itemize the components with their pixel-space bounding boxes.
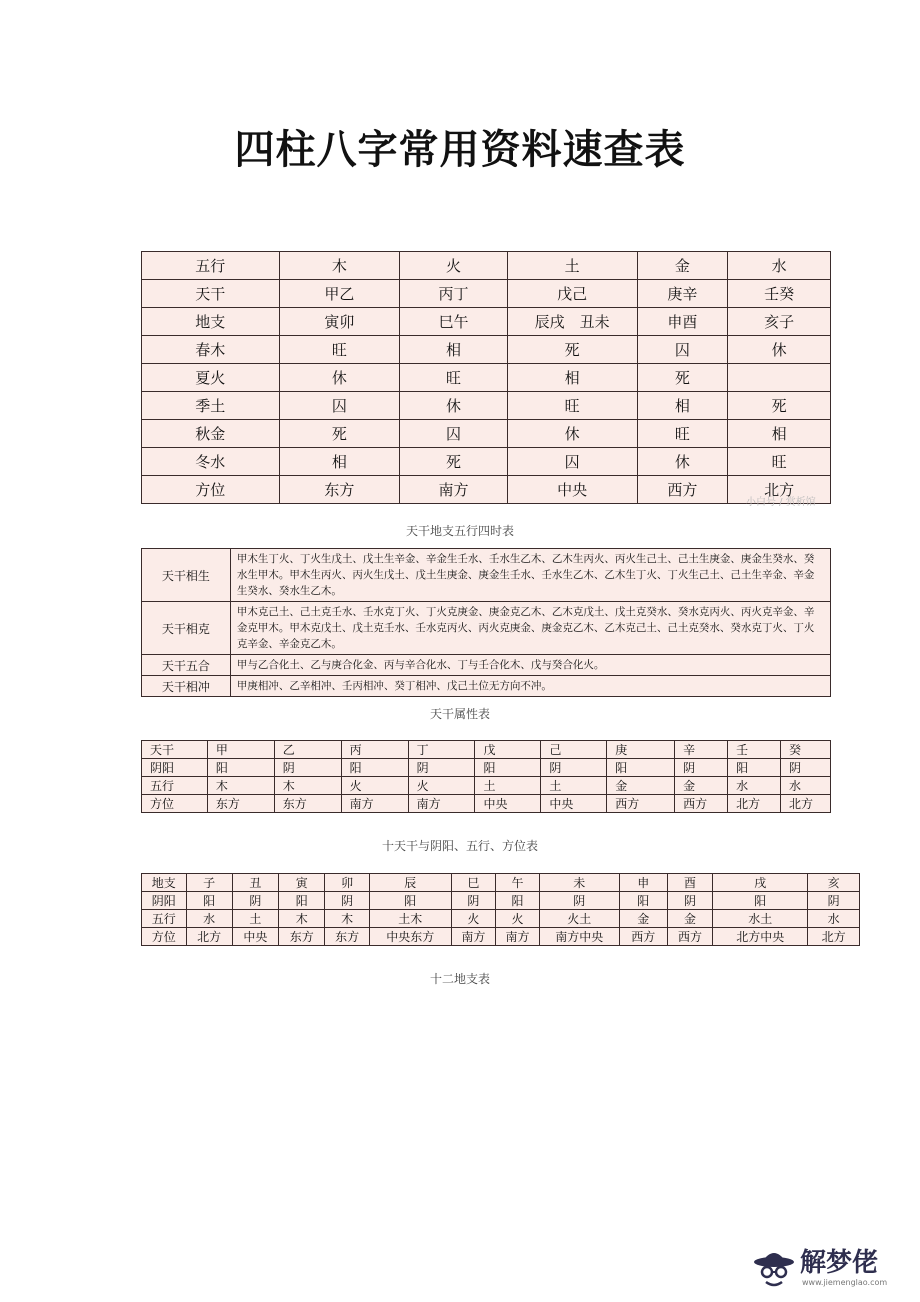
table-row <box>142 336 831 364</box>
table-cell: 死 <box>507 336 637 364</box>
table-cell: 辛 <box>675 741 728 759</box>
row-header-cell: 天干 <box>142 280 280 308</box>
table-row <box>142 392 831 420</box>
table-cell: 巳 <box>451 874 496 892</box>
five-elements-seasons-table <box>141 251 831 504</box>
table-cell: 囚 <box>637 336 728 364</box>
table-cell: 阳 <box>279 892 325 910</box>
table-cell: 亥 <box>808 874 860 892</box>
row-header-cell: 方位 <box>142 928 187 946</box>
table-cell: 相 <box>400 336 508 364</box>
row-header-cell: 天干相冲 <box>142 676 231 697</box>
table-cell: 阳 <box>496 892 540 910</box>
table-cell: 中央 <box>232 928 278 946</box>
table-row <box>142 280 831 308</box>
row-header-cell: 天干相克 <box>142 602 231 655</box>
table-cell: 阳 <box>728 759 781 777</box>
row-header-cell: 地支 <box>142 874 187 892</box>
table-cell: 北方 <box>186 928 232 946</box>
row-header-cell: 天干 <box>142 741 208 759</box>
table-cell: 水 <box>781 777 831 795</box>
twelve-branches-table <box>141 873 860 946</box>
table-row <box>142 448 831 476</box>
row-header-cell: 春木 <box>142 336 280 364</box>
table-cell: 中央 <box>475 795 541 813</box>
table-cell: 午 <box>496 874 540 892</box>
table-cell: 木 <box>279 910 325 928</box>
table-cell: 癸 <box>781 741 831 759</box>
table-cell: 火 <box>451 910 496 928</box>
heavenly-stems-attributes-table <box>141 548 831 697</box>
table-row <box>142 655 831 676</box>
table-cell: 己 <box>541 741 607 759</box>
table-cell: 土 <box>541 777 607 795</box>
ten-stems-table <box>141 740 831 813</box>
table-cell: 戊己 <box>507 280 637 308</box>
detective-hat-icon <box>752 1244 796 1288</box>
table-cell: 土 <box>507 252 637 280</box>
table-cell: 阳 <box>619 892 667 910</box>
table-cell <box>728 364 831 392</box>
table-cell: 阴 <box>539 892 619 910</box>
table-cell: 火 <box>408 777 475 795</box>
table-cell: 旺 <box>637 420 728 448</box>
table-cell: 未 <box>539 874 619 892</box>
table-cell: 阳 <box>341 759 408 777</box>
table-cell: 南方 <box>451 928 496 946</box>
table-cell: 北方中央 <box>713 928 808 946</box>
table-cell: 阳 <box>475 759 541 777</box>
table-cell: 卯 <box>325 874 370 892</box>
table-cell: 土 <box>475 777 541 795</box>
table-row <box>142 676 831 697</box>
table-cell: 水土 <box>713 910 808 928</box>
table-cell: 相 <box>728 420 831 448</box>
table-cell: 相 <box>637 392 728 420</box>
row-header-cell: 五行 <box>142 252 280 280</box>
table-row <box>142 476 831 504</box>
table-cell: 寅 <box>279 874 325 892</box>
row-header-cell: 方位 <box>142 476 280 504</box>
table-cell: 金 <box>607 777 675 795</box>
table-cell: 阳 <box>186 892 232 910</box>
table-cell: 壬 <box>728 741 781 759</box>
description-cell: 甲与乙合化土、乙与庚合化金、丙与辛合化水、丁与壬合化木、戊与癸合化火。 <box>230 655 830 676</box>
table-cell: 申 <box>619 874 667 892</box>
table-cell: 南方中央 <box>539 928 619 946</box>
description-cell: 甲木生丁火、丁火生戊土、戊土生辛金、辛金生壬水、壬水生乙木、乙木生丙火、丙火生己土、己土生庚金、庚金生癸水、癸水生甲木。甲木生丙火、丙火生戊土、戊土生庚金、庚金生壬水、壬水生乙木、乙木生丁火、丁火生己土、己土生辛金、辛金生癸水、癸水生乙木。 <box>230 549 830 602</box>
table-row <box>142 928 860 946</box>
table-cell: 南方 <box>408 795 475 813</box>
table-cell: 戊 <box>475 741 541 759</box>
logo-url: www.jiemenglao.com <box>802 1278 888 1287</box>
table-cell: 相 <box>507 364 637 392</box>
table-cell: 金 <box>667 910 712 928</box>
table-cell: 北方 <box>808 928 860 946</box>
table-caption: 十二地支表 <box>429 972 490 986</box>
table-cell: 庚辛 <box>637 280 728 308</box>
table-cell: 亥子 <box>728 308 831 336</box>
table-cell: 西方 <box>619 928 667 946</box>
logo-text: 解梦佬 <box>800 1248 879 1278</box>
row-header-cell: 五行 <box>142 910 187 928</box>
table-row <box>142 892 860 910</box>
table-cell: 东方 <box>325 928 370 946</box>
table-cell: 休 <box>279 364 400 392</box>
table-cell: 西方 <box>607 795 675 813</box>
table-cell: 北方 <box>781 795 831 813</box>
table-cell: 火土 <box>539 910 619 928</box>
table-cell: 丑 <box>232 874 278 892</box>
table-row <box>142 874 860 892</box>
table-cell: 阴 <box>541 759 607 777</box>
table-cell: 甲 <box>207 741 274 759</box>
table-cell: 阴 <box>232 892 278 910</box>
table-cell: 金 <box>637 252 728 280</box>
table-cell: 火 <box>341 777 408 795</box>
table-cell: 水 <box>808 910 860 928</box>
table-row <box>142 759 831 777</box>
description-cell: 甲木克己土、己土克壬水、壬水克丁火、丁火克庚金、庚金克乙木、乙木克戊土、戊土克癸水、癸水克丙火、丙火克辛金、辛金克甲木。甲木克戊土、戊土克壬水、壬水克丙火、丙火克庚金、庚金克乙木、乙木克己土、己土克癸水、癸水克丁火、丁火克辛金、辛金克乙木。 <box>230 602 830 655</box>
table-cell: 旺 <box>728 448 831 476</box>
table-cell: 囚 <box>507 448 637 476</box>
table-cell: 西方 <box>675 795 728 813</box>
site-logo <box>752 1238 902 1294</box>
table-cell: 西方 <box>667 928 712 946</box>
table-cell: 丙丁 <box>400 280 508 308</box>
table-cell: 水 <box>728 777 781 795</box>
table-cell: 死 <box>279 420 400 448</box>
table-cell: 南方 <box>496 928 540 946</box>
table-cell: 相 <box>279 448 400 476</box>
table-cell: 阴 <box>408 759 475 777</box>
row-header-cell: 秋金 <box>142 420 280 448</box>
table-cell: 南方 <box>400 476 508 504</box>
table-cell: 死 <box>637 364 728 392</box>
row-header-cell: 地支 <box>142 308 280 336</box>
table-cell: 子 <box>186 874 232 892</box>
table-cell: 木 <box>325 910 370 928</box>
table-cell: 水 <box>728 252 831 280</box>
table-caption: 天干地支五行四时表 <box>405 524 514 538</box>
table-cell: 戌 <box>713 874 808 892</box>
table-cell: 囚 <box>279 392 400 420</box>
table-cell: 木 <box>279 252 400 280</box>
table-cell: 申酉 <box>637 308 728 336</box>
table-cell: 中央东方 <box>369 928 451 946</box>
table-cell: 囚 <box>400 420 508 448</box>
table-cell: 木 <box>274 777 341 795</box>
table-cell: 旺 <box>279 336 400 364</box>
table-cell: 阳 <box>369 892 451 910</box>
row-header-cell: 阴阳 <box>142 892 187 910</box>
table-cell: 中央 <box>507 476 637 504</box>
table-cell: 阳 <box>713 892 808 910</box>
table-cell: 东方 <box>274 795 341 813</box>
table-cell: 土 <box>232 910 278 928</box>
table-row <box>142 795 831 813</box>
table-cell: 寅卯 <box>279 308 400 336</box>
table-cell: 丙 <box>341 741 408 759</box>
table-cell: 北方 <box>728 795 781 813</box>
table-cell: 中央 <box>541 795 607 813</box>
description-cell: 甲庚相冲、乙辛相冲、壬丙相冲、癸丁相冲、戊己土位无方向不冲。 <box>230 676 830 697</box>
table-cell: 火 <box>496 910 540 928</box>
row-header-cell: 天干五合 <box>142 655 231 676</box>
table-cell: 阴 <box>781 759 831 777</box>
table-cell: 巳午 <box>400 308 508 336</box>
table-row <box>142 602 831 655</box>
table-cell: 阴 <box>451 892 496 910</box>
watermark: 小白号 / 赏析馆 <box>746 497 816 508</box>
table-row <box>142 777 831 795</box>
table-cell: 休 <box>507 420 637 448</box>
row-header-cell: 天干相生 <box>142 549 231 602</box>
table-cell: 休 <box>400 392 508 420</box>
table-cell: 旺 <box>400 364 508 392</box>
row-header-cell: 阴阳 <box>142 759 208 777</box>
table-cell: 东方 <box>279 928 325 946</box>
table-cell: 死 <box>400 448 508 476</box>
table-cell: 金 <box>619 910 667 928</box>
table-cell: 阴 <box>325 892 370 910</box>
table-cell: 西方 <box>637 476 728 504</box>
table-cell: 甲乙 <box>279 280 400 308</box>
table-cell: 辰戌 丑未 <box>507 308 637 336</box>
table-row <box>142 420 831 448</box>
table-cell: 东方 <box>207 795 274 813</box>
table-cell: 辰 <box>369 874 451 892</box>
table-cell: 金 <box>675 777 728 795</box>
table-row <box>142 549 831 602</box>
table-row <box>142 308 831 336</box>
table-cell: 水 <box>186 910 232 928</box>
table-cell: 南方 <box>341 795 408 813</box>
table-cell: 死 <box>728 392 831 420</box>
table-cell: 阳 <box>607 759 675 777</box>
table-cell: 东方 <box>279 476 400 504</box>
table-cell: 休 <box>637 448 728 476</box>
page-title: 四柱八字常用资料速查表 <box>234 126 686 173</box>
table-cell: 木 <box>207 777 274 795</box>
row-header-cell: 冬水 <box>142 448 280 476</box>
table-cell: 北方 <box>728 476 831 504</box>
row-header-cell: 五行 <box>142 777 208 795</box>
row-header-cell: 季土 <box>142 392 280 420</box>
table-row <box>142 910 860 928</box>
table-cell: 庚 <box>607 741 675 759</box>
table-cell: 阳 <box>207 759 274 777</box>
row-header-cell: 方位 <box>142 795 208 813</box>
table-caption: 天干属性表 <box>429 707 490 721</box>
table-cell: 壬癸 <box>728 280 831 308</box>
table-caption: 十天干与阴阳、五行、方位表 <box>381 839 538 853</box>
table-cell: 休 <box>728 336 831 364</box>
table-cell: 丁 <box>408 741 475 759</box>
table-cell: 酉 <box>667 874 712 892</box>
row-header-cell: 夏火 <box>142 364 280 392</box>
table-cell: 旺 <box>507 392 637 420</box>
table-row <box>142 252 831 280</box>
table-cell: 阴 <box>667 892 712 910</box>
table-row <box>142 364 831 392</box>
table-cell: 土木 <box>369 910 451 928</box>
table-cell: 乙 <box>274 741 341 759</box>
table-cell: 阴 <box>274 759 341 777</box>
table-cell: 阴 <box>808 892 860 910</box>
table-cell: 阴 <box>675 759 728 777</box>
table-cell: 火 <box>400 252 508 280</box>
table-row <box>142 741 831 759</box>
